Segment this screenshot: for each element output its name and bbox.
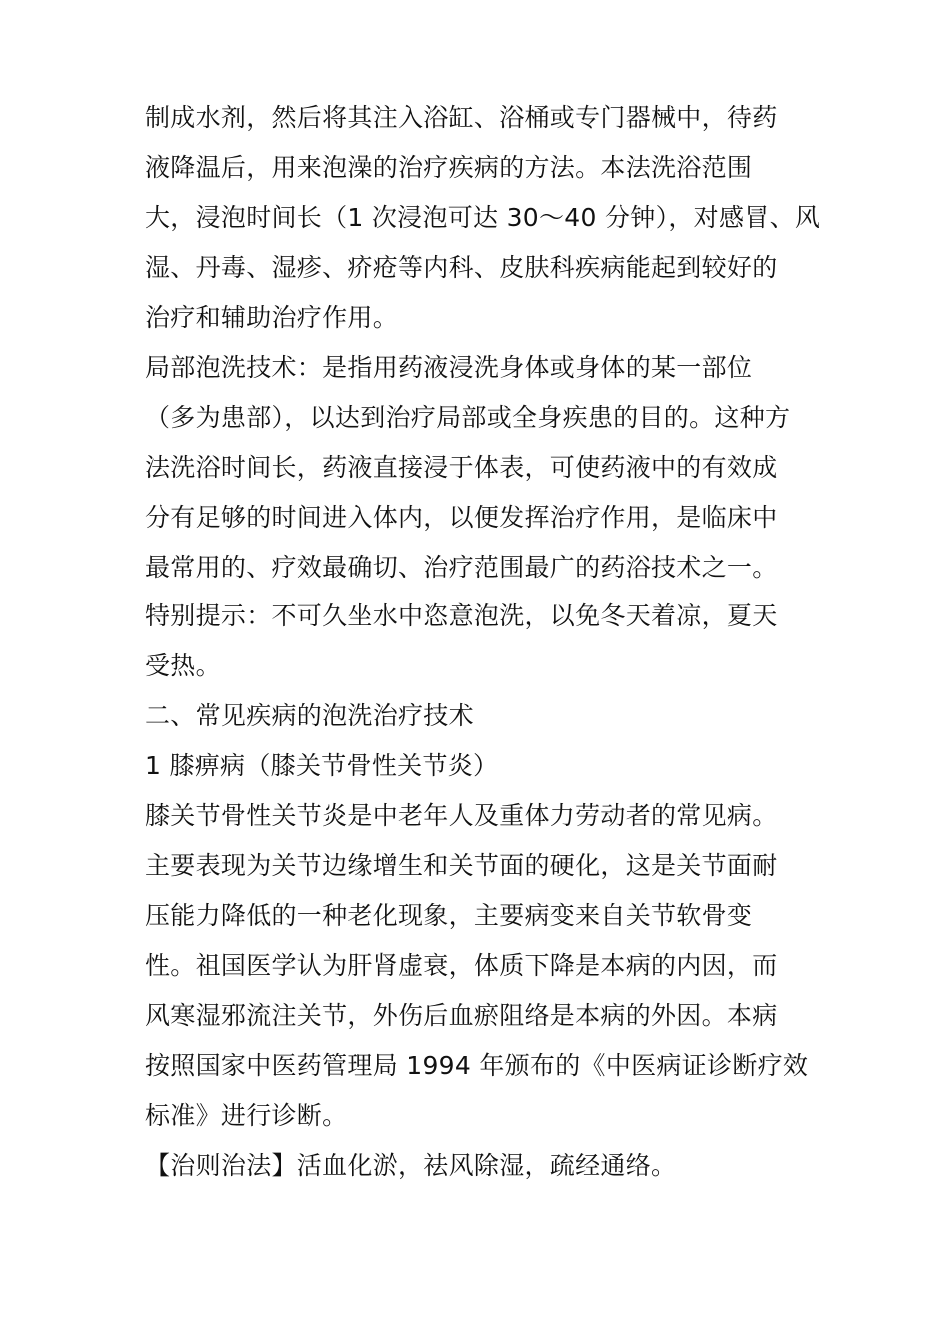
text-line: 分有足够的时间进入体内，以便发挥治疗作用，是临床中 (145, 503, 778, 532)
text-line: 风寒湿邪流注关节，外伤后血瘀阻络是本病的外因。本病 (145, 1001, 778, 1030)
text-line: 治疗和辅助治疗作用。 (145, 303, 399, 332)
text-line: 最常用的、疗效最确切、治疗范围最广的药浴技术之一。 (145, 553, 778, 582)
text-line: 大，浸泡时间长（1 次浸泡可达 30～40 分钟），对感冒、风 (145, 203, 821, 232)
text-line: 主要表现为关节边缘增生和关节面的硬化，这是关节面耐 (145, 851, 778, 880)
text-line: 标准》进行诊断。 (145, 1101, 348, 1130)
text-line: 法洗浴时间长，药液直接浸于体表，可使药液中的有效成 (145, 453, 778, 482)
text-line: 性。祖国医学认为肝肾虚衰，体质下降是本病的内因，而 (145, 951, 778, 980)
text-line: （多为患部），以达到治疗局部或全身疾患的目的。这种方 (145, 403, 791, 432)
treatment-principle: 【治则治法】活血化淤，祛风除湿，疏经通络。 (145, 1151, 677, 1180)
text-line: 膝关节骨性关节炎是中老年人及重体力劳动者的常见病。 (145, 801, 778, 830)
section-heading: 二、常见疾病的泡洗治疗技术 (145, 701, 474, 730)
text-line: 液降温后，用来泡澡的治疗疾病的方法。本法洗浴范围 (145, 153, 753, 182)
text-line: 特别提示：不可久坐水中恣意泡洗，以免冬天着凉，夏天 (145, 601, 778, 630)
text-line: 湿、丹毒、湿疹、疥疮等内科、皮肤科疾病能起到较好的 (145, 253, 778, 282)
text-line: 按照国家中医药管理局 1994 年颁布的《中医病证诊断疗效 (145, 1051, 809, 1080)
subsection-heading: 1 膝痹病（膝关节骨性关节炎） (145, 751, 499, 780)
text-line: 制成水剂，然后将其注入浴缸、浴桶或专门器械中，待药 (145, 103, 778, 132)
text-line: 局部泡洗技术：是指用药液浸洗身体或身体的某一部位 (145, 353, 753, 382)
text-line: 受热。 (145, 651, 221, 680)
text-line: 压能力降低的一种老化现象，主要病变来自关节软骨变 (145, 901, 753, 930)
